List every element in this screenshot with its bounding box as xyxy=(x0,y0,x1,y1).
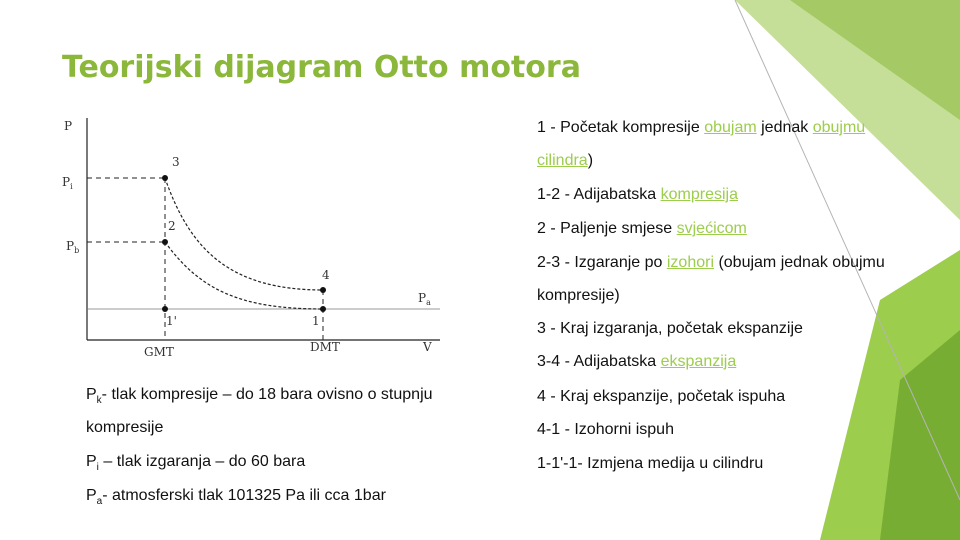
list-item: 4-1 - Izohorni ispuh xyxy=(537,421,674,438)
pi-note: $P_i$ – tlak izgaranja – do 60 bara xyxy=(86,453,306,474)
link-kompresija[interactable]: kompresija xyxy=(660,186,738,203)
label-dmt: DMT xyxy=(310,340,340,354)
otto-pv-diagram xyxy=(40,100,500,380)
list-item: 1-1'-1- Izmjena medija u cilindru xyxy=(537,455,764,472)
list-item: 3 - Kraj izgaranja, početak ekspanzije xyxy=(537,320,803,337)
compression-curve xyxy=(165,242,323,309)
list-item: 2 - Paljenje smjese svjećicom xyxy=(537,220,747,237)
page-title: Teorijski dijagram Otto motora xyxy=(62,50,581,85)
list-item: kompresije) xyxy=(537,287,620,304)
pk-note: $P_k-$ tlak kompresije – do 18 bara ovisno o stupnju xyxy=(86,386,433,407)
pk-note-cont: kompresije xyxy=(86,419,164,436)
list-item: 3-4 - Adijabatska ekspanzija xyxy=(537,353,737,370)
pa-note: $P_a-$ atmosferski tlak 101325 Pa ili cca 1bar xyxy=(86,487,386,508)
label-1-prime: 1' xyxy=(166,314,177,328)
label-1: 1 xyxy=(312,314,320,328)
link-ekspanzija[interactable]: ekspanzija xyxy=(660,353,737,370)
label-p: P xyxy=(64,119,73,133)
point-3 xyxy=(162,175,168,181)
link-izohori[interactable]: izohori xyxy=(666,254,714,271)
link-svjecicom[interactable]: svjećicom xyxy=(676,220,747,237)
point-1-prime xyxy=(162,306,168,312)
label-pb: $P_b$ xyxy=(66,239,80,255)
label-3: 3 xyxy=(172,155,180,169)
expansion-curve xyxy=(165,178,323,290)
point-1 xyxy=(320,306,326,312)
point-4 xyxy=(320,287,326,293)
label-v: V xyxy=(423,340,432,354)
list-item: 1 - Početak kompresije obujam jednak obujmu xyxy=(537,119,866,136)
list-item: cilindra) xyxy=(537,152,594,169)
link-cilindra[interactable]: cilindra xyxy=(537,152,588,169)
label-4: 4 xyxy=(322,268,330,282)
label-pi: $P_i$ xyxy=(62,175,73,191)
list-item: 1-2 - Adijabatska kompresija xyxy=(537,186,738,203)
list-item: 2-3 - Izgaranje po izohori (obujam jednak obujmu xyxy=(537,254,885,271)
list-item: 4 - Kraj ekspanzije, početak ispuha xyxy=(537,388,786,405)
label-2: 2 xyxy=(168,219,176,233)
label-pa: $P_a$ xyxy=(418,291,431,307)
link-obujam[interactable]: obujam xyxy=(704,119,757,136)
point-2 xyxy=(162,239,168,245)
link-obujmu[interactable]: obujmu xyxy=(812,119,866,136)
label-gmt: GMT xyxy=(144,345,174,359)
